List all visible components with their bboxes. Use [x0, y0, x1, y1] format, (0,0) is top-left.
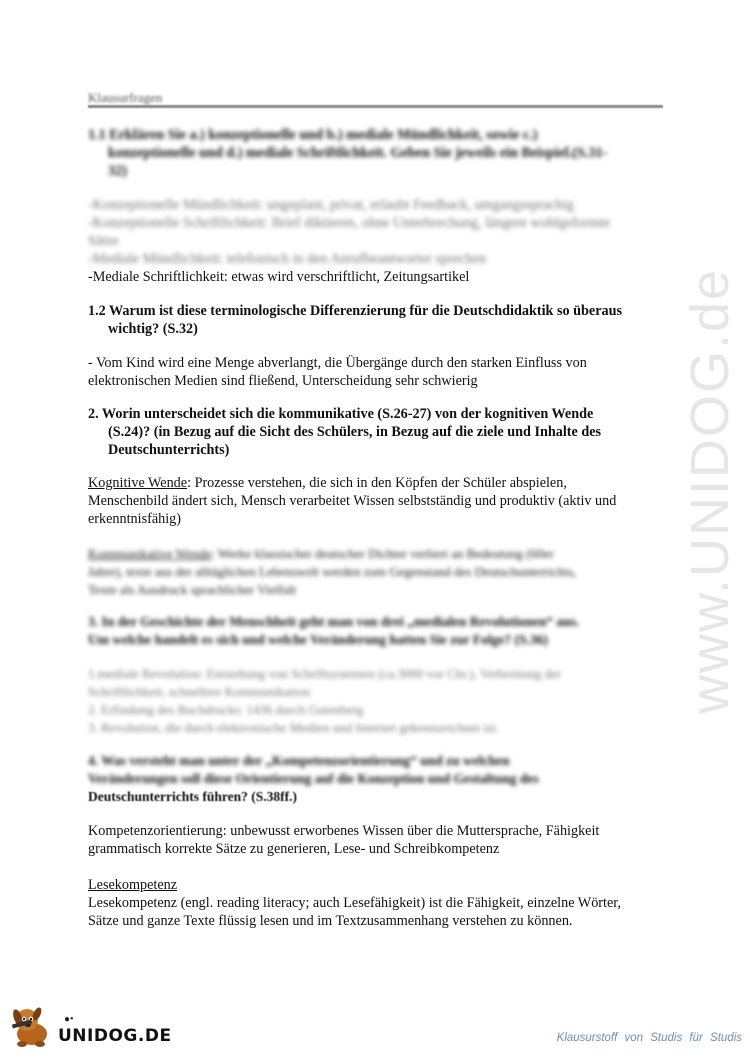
answer-line: Lesekompetenz (engl. reading literacy; auch Lesefähigkeit) ist die Fähigkeit, einzelne Wörter,	[88, 895, 621, 911]
question-1-1	[88, 126, 663, 180]
answer-line: Schriftlichkeit, schnellere Kommunikation	[88, 684, 311, 699]
answer-line: Jahre), texte aus der alltäglichen Lebenswelt werden zum Gegenstand des Deutschunterrichts,	[88, 564, 577, 579]
answer-line: Menschenbild ändert sich, Mensch verarbeitet Wissen selbstständig und produktiv (aktiv und	[88, 493, 617, 509]
section-heading: Lesekompetenz	[88, 877, 178, 893]
question-3	[88, 613, 663, 649]
question-line: konzeptionelle und d.) mediale Schriftlichkeit. Geben Sie jeweils ein Beispiel.(S.31-	[108, 145, 608, 161]
answer-text: : Prozesse verstehen, die sich in den Köpfen der Schüler abspielen,	[187, 475, 567, 491]
answer-text: : Werke klassischer deutscher Dichter verliert an Bedeutung (60er	[211, 546, 554, 561]
answer-line: -Konzeptionelle Schriftlichkeit: Brief diktieren, ohne Unterbrechung, längere wohlgeformte	[88, 215, 610, 231]
paw-print-icon: ●•	[64, 1014, 74, 1025]
question-line: Um welche handelt es sich und welche Veränderung hatten Sie zur Folge? (S.36)	[88, 632, 548, 647]
question-1-2	[88, 302, 663, 338]
watermark-text: www.UNIDOG.de	[680, 267, 740, 715]
answer-4	[88, 822, 663, 858]
question-line: 32)	[108, 163, 127, 179]
question-4	[88, 752, 663, 806]
header-rule	[88, 105, 663, 108]
answer-1-2	[88, 354, 663, 390]
question-line: (S.24)? (in Bezug auf die Sicht des Schülers, in Bezug auf die ziele und Inhalte des	[108, 424, 602, 440]
answer-line: Kompetenzorientierung: unbewusst erworbenes Wissen über die Muttersprache, Fähigkeit	[88, 823, 600, 839]
answer-3	[88, 665, 663, 737]
answer-line: elektronischen Medien sind fließend, Unterscheidung sehr schwierig	[88, 373, 478, 389]
question-line: 1.1 Erklären Sie a.) konzeptionelle und b.) mediale Mündlichkeit, sowie c.)	[88, 127, 538, 143]
answer-line: erkenntnisfähig)	[88, 511, 181, 527]
answer-line: Sätze	[88, 233, 119, 249]
answer-line: Texte als Ausdruck sprachlicher Vielfalt	[88, 582, 297, 597]
logo-text: UNIDOG.DE	[58, 1026, 172, 1046]
answer-line: -Mediale Mündlichkeit: telefonisch in den Anrufbeantworter sprechen	[88, 251, 486, 267]
header-title: Klausurfragen	[88, 90, 163, 105]
question-line: 4. Was versteht man unter der „Kompetenzorientierung“ und zu welchen	[88, 753, 510, 768]
question-line: Veränderungen soll diese Orientierung auf die Konzeption und Gestaltung des	[88, 771, 539, 786]
term-label: Kognitive Wende	[88, 475, 188, 491]
question-line: 3. In der Geschichte der Menschheit geht man von drei „medialen Revolutionen“ aus.	[88, 614, 580, 629]
answer-line	[88, 474, 663, 492]
answer-line: grammatisch korrekte Sätze zu generieren, Lese- und Schreibkompetenz	[88, 841, 500, 857]
answer-1-1	[88, 196, 663, 286]
footer-logo	[10, 1000, 172, 1050]
answer-line: 2. Erfindung des Buchdrucks: 1436 durch Gutenberg	[88, 702, 364, 717]
question-2	[88, 405, 663, 459]
answer-line: Sätze und ganze Texte flüssig lesen und im Textzusammenhang verstehen zu können.	[88, 913, 573, 929]
answer-line	[88, 545, 663, 563]
answer-line: 3. Revolution, die durch elektronische Medien und Internet gekennzeichnet ist.	[88, 720, 499, 735]
question-line: wichtig? (S.32)	[108, 321, 198, 337]
lesekompetenz-section	[88, 876, 663, 930]
question-line: Deutschunterrichts führen? (S.38ff.)	[88, 789, 297, 804]
footer-tagline: Klausurstoff von Studis für Studis	[556, 1032, 742, 1044]
answer-2-kommunikative-wende	[88, 545, 663, 599]
question-line: 1.2 Warum ist diese terminologische Differenzierung für die Deutschdidaktik so überaus	[88, 303, 623, 319]
answer-2-kognitive-wende	[88, 474, 663, 528]
question-line: 2. Worin unterscheidet sich die kommunikative (S.26-27) von der kognitiven Wende	[88, 406, 594, 422]
answer-line: -Konzeptionelle Mündlichkeit: ungeplant, privat, erlaubt Feedback, umgangssprachig	[88, 197, 574, 213]
answer-line: -Mediale Schriftlichkeit: etwas wird verschriftlicht, Zeitungsartikel	[88, 269, 470, 285]
answer-line: 1.mediale Revolution: Entstehung von Schriftsystemen (ca.3000 vor Chr.), Verbreitung der	[88, 666, 562, 681]
watermark	[670, 260, 750, 740]
answer-line: - Vom Kind wird eine Menge abverlangt, die Übergänge durch den starken Einfluss von	[88, 355, 587, 371]
question-line: Deutschunterrichts)	[108, 442, 230, 458]
term-label: Kommunikative Wende	[88, 546, 212, 561]
